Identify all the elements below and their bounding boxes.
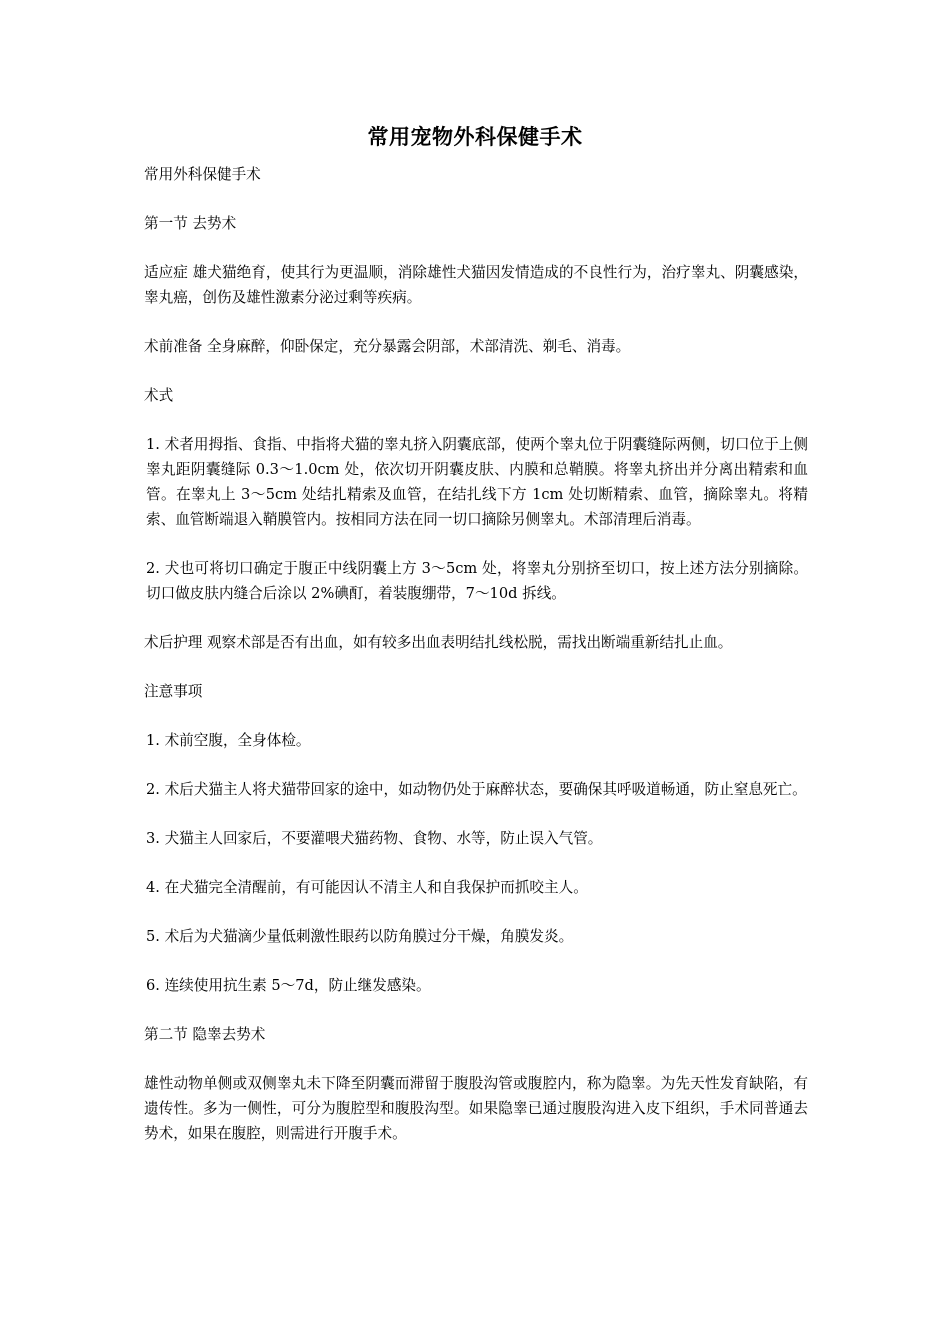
paragraph-subtitle: 常用外科保健手术 — [144, 166, 261, 183]
paragraph-procedure-step-2: 2. 犬也可将切口确定于腹正中线阴囊上方 3～5cm 处，将睾丸分别挤至切口，按上述方法分别摘除。切口做皮肤内缝合后涂以 2%碘酊，着装腹绷带，7～10d 拆线。 — [146, 560, 808, 602]
section-heading-2: 第二节 隐睾去势术 — [144, 1026, 266, 1043]
paragraph-note-4: 4. 在犬猫完全清醒前，有可能因认不清主人和自我保护而抓咬主人。 — [146, 879, 588, 896]
paragraph-cryptorchidism: 雄性动物单侧或双侧睾丸未下降至阴囊而滞留于腹股沟管或腹腔内，称为隐睾。为先天性发育缺陷，有遗传性。多为一侧性，可分为腹腔型和腹股沟型。如果隐睾已通过腹股沟进入皮下组织，手术同普通去势术，如果在腹腔，则需进行开腹手术。 — [144, 1075, 808, 1142]
paragraph-notes-heading: 注意事项 — [144, 683, 203, 700]
paragraph-postoperative-care: 术后护理 观察术部是否有出血，如有较多出血表明结扎线松脱，需找出断端重新结扎止血。 — [144, 634, 733, 651]
paragraph-note-3: 3. 犬猫主人回家后，不要灌喂犬猫药物、食物、水等，防止误入气管。 — [146, 830, 603, 847]
paragraph-note-6: 6. 连续使用抗生素 5～7d，防止继发感染。 — [146, 977, 431, 994]
paragraph-procedure-step-1: 1. 术者用拇指、食指、中指将犬猫的睾丸挤入阴囊底部，使两个睾丸位于阴囊缝际两侧，切口位于上侧睾丸距阴囊缝际 0.3～1.0cm 处，依次切开阴囊皮肤、内膜和总鞘膜。将睾丸挤出并分离出精索和血管。在睾丸上 3～5cm 处结扎精索及血管，在结扎线下方 1cm 处切断精索、血管，摘除睾丸。将精索、血管断端退入鞘膜管内。按相同方法在同一切口摘除另侧睾丸。术部清理后消毒。 — [146, 436, 808, 528]
section-heading-1: 第一节 去势术 — [144, 215, 237, 232]
paragraph-preoperative-prep: 术前准备 全身麻醉，仰卧保定，充分暴露会阴部，术部清洗、剃毛、消毒。 — [144, 338, 631, 355]
paragraph-note-1: 1. 术前空腹，全身体检。 — [146, 732, 311, 749]
paragraph-note-5: 5. 术后为犬猫滴少量低刺激性眼药以防角膜过分干燥，角膜发炎。 — [146, 928, 574, 945]
document-body — [144, 162, 808, 1170]
document-title: 常用宠物外科保健手术 — [367, 124, 583, 149]
paragraph-procedure-heading: 术式 — [144, 387, 174, 404]
paragraph-note-2: 2. 术后犬猫主人将犬猫带回家的途中，如动物仍处于麻醉状态，要确保其呼吸道畅通，防止窒息死亡。 — [146, 781, 807, 798]
paragraph-indications: 适应症 雄犬猫绝育，使其行为更温顺，消除雄性犬猫因发情造成的不良性行为，治疗睾丸、阴囊感染，睾丸癌，创伤及雄性激素分泌过剩等疾病。 — [144, 264, 808, 306]
